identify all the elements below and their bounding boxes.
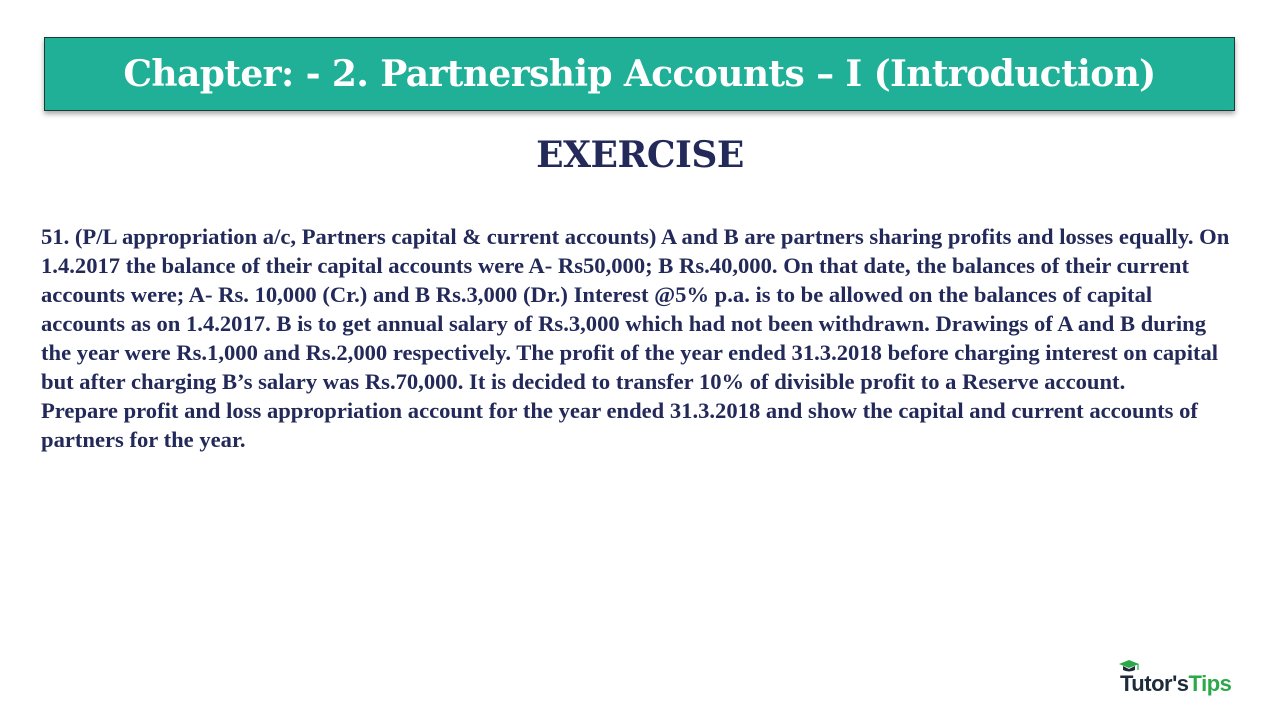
- graduation-cap-icon: [1118, 659, 1140, 675]
- chapter-title: Chapter: - 2. Partnership Accounts – I (Introduction): [123, 53, 1156, 95]
- logo-text: [1118, 673, 1231, 695]
- logo-text-tutors: Tutor's: [1120, 671, 1189, 696]
- question-paragraph-1: 51. (P/L appropriation a/c, Partners capital & current accounts) A and B are partners sharing profits and losses equally. On 1.4.2017 the balance of their capital accounts were A- Rs50,000; B Rs.40,000. On that date, the balances of their current accounts were; A- Rs. 10,000 (Cr.) and B Rs.3,000 (Dr.) Interest @5% p.a. is to be allowed on the balances of capital accounts as on 1.4.2017. B is to get annual salary of Rs.3,000 which had not been withdrawn. Drawings of A and B during the year were Rs.1,000 and Rs.2,000 respectively. The profit of the year ended 31.3.2018 before charging interest on capital but after charging B’s salary was Rs.70,000. It is decided to transfer 10% of divisible profit to a Reserve account.: [41, 224, 1230, 394]
- exercise-heading: EXERCISE: [536, 134, 744, 176]
- logo-text-tips: Tips: [1188, 671, 1232, 696]
- chapter-title-bar: [44, 37, 1235, 111]
- tutors-tips-logo: [1118, 659, 1248, 695]
- question-paragraph-2: Prepare profit and loss appropriation account for the year ended 31.3.2018 and show the capital and current accounts of partners for the year.: [41, 398, 1198, 452]
- question-text: [41, 222, 1241, 454]
